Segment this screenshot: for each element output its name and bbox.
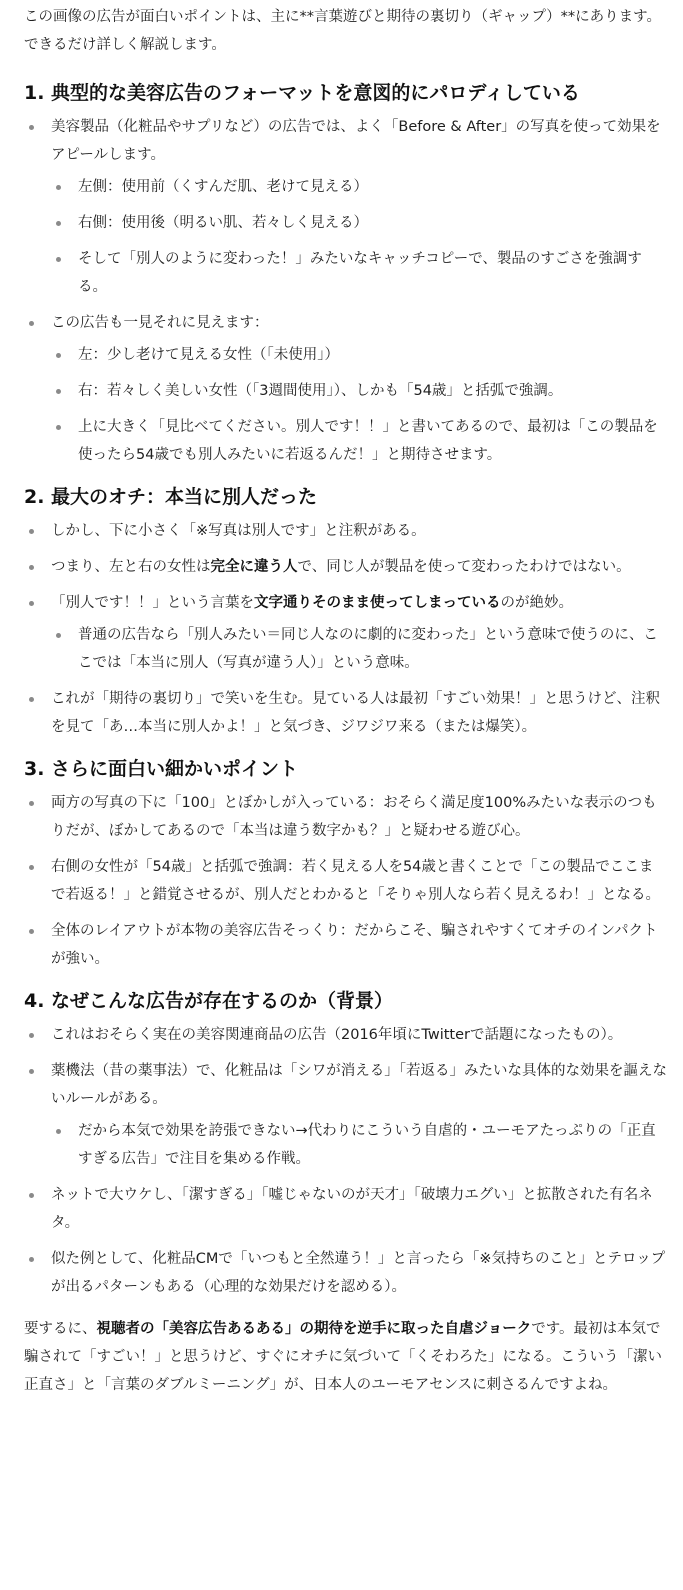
list-item: ネットで大ウケし、「潔すぎる」「嘘じゃないのが天才」「破壊力エグい」と拡散された有名ネタ。 xyxy=(24,1181,667,1237)
section-2-heading: 2. 最大のオチ：本当に別人だった xyxy=(24,486,318,508)
sub-list-item: そして「別人のように変わった！」みたいなキャッチコピーで、製品のすごさを強調する。 xyxy=(51,245,667,301)
sub-list-item: 右側：使用後（明るい肌、若々しく見える） xyxy=(51,209,667,237)
list-item: これが「期待の裏切り」で笑いを生む。見ている人は最初「すごい効果！」と思うけど、注釈を見て「あ…本当に別人かよ！」と気づき、ジワジワ来る（または爆笑）。 xyxy=(24,685,667,741)
bold-text: 視聴者の「美容広告あるある」の期待を逆手に取った自虐ジョーク xyxy=(96,1321,532,1337)
list-item: 薬機法（昔の薬事法）で、化粧品は「シワが消える」「若返る」みたいな具体的な効果を謳えないルールがある。 だから本気で効果を誇張できない→代わりにこういう自虐的・ユーモアたっぷりの「正直すぎる広告」で注目を集める作戦。 xyxy=(24,1057,667,1173)
sub-list-item: 普通の広告なら「別人みたい＝同じ人なのに劇的に変わった」という意味で使うのに、ここでは「本当に別人（写真が違う人）」という意味。 xyxy=(51,621,667,677)
sub-list-item: だから本気で効果を誇張できない→代わりにこういう自虐的・ユーモアたっぷりの「正直すぎる広告」で注目を集める作戦。 xyxy=(51,1117,667,1173)
bold-text: 文字通りそのまま使ってしまっている xyxy=(254,595,501,611)
section-1-heading: 1. 典型的な美容広告のフォーマットを意図的にパロディしている xyxy=(24,82,580,104)
section-1 xyxy=(24,77,667,469)
summary-paragraph: 要するに、視聴者の「美容広告あるある」の期待を逆手に取った自虐ジョークです。最初は本気で騙されて「すごい！」と思うけど、すぐにオチに気づいて「くそわろた」になる。こういう「潔い正直さ」と「言葉のダブルミーニング」が、日本人のユーモアセンスに刺さるんですよね。 xyxy=(24,1321,662,1393)
section-3 xyxy=(24,753,667,973)
sub-list xyxy=(51,1117,667,1173)
section-4 xyxy=(24,985,667,1301)
section-2-list xyxy=(24,517,667,741)
list-item: つまり、左と右の女性は完全に違う人で、同じ人が製品を使って変わったわけではない。 xyxy=(24,553,667,581)
list-item: 「別人です！！」という言葉を文字通りそのまま使ってしまっているのが絶妙。 普通の広告なら「別人みたい＝同じ人なのに劇的に変わった」という意味で使うのに、ここでは「本当に別人（写真が違う人）」という意味。 xyxy=(24,589,667,677)
sub-list xyxy=(51,341,667,469)
sub-list-item: 右：若々しく美しい女性（「3週間使用」）、しかも「54歳」と括弧で強調。 xyxy=(51,377,667,405)
sub-list-item: 左側：使用前（くすんだ肌、老けて見える） xyxy=(51,173,667,201)
section-3-heading: 3. さらに面白い細かいポイント xyxy=(24,758,299,780)
section-3-list xyxy=(24,789,667,973)
sub-list-item: 左：少し老けて見える女性（「未使用」） xyxy=(51,341,667,369)
list-item: これはおそらく実在の美容関連商品の広告（2016年頃にTwitterで話題になったもの）。 xyxy=(24,1021,667,1049)
section-4-heading: 4. なぜこんな広告が存在するのか（背景） xyxy=(24,990,394,1012)
list-item: 似た例として、化粧品CMで「いつもと全然違う！」と言ったら「※気持ちのこと」とテロップが出るパターンもある（心理的な効果だけを認める）。 xyxy=(24,1245,667,1301)
list-item: 美容製品（化粧品やサプリなど）の広告では、よく「Before & After」の写真を使って効果をアピールします。 左側：使用前（くすんだ肌、老けて見える） 右側：使用後（明るい肌、若々しく見える） そして「別人のように変わった！」みたいなキャッチコピーで、製品のすごさを強調する。 xyxy=(24,113,667,301)
list-item: 全体のレイアウトが本物の美容広告そっくり：だからこそ、騙されやすくてオチのインパクトが強い。 xyxy=(24,917,667,973)
list-item: 両方の写真の下に「100」とぼかしが入っている：おそらく満足度100%みたいな表示のつもりだが、ぼかしてあるので「本当は違う数字かも？」と疑わせる遊び心。 xyxy=(24,789,667,845)
list-item: しかし、下に小さく「※写真は別人です」と注釈がある。 xyxy=(24,517,667,545)
sub-list xyxy=(51,173,667,301)
section-2 xyxy=(24,481,667,741)
list-item: 右側の女性が「54歳」と括弧で強調：若く見える人を54歳と書くことで「この製品でここまで若返る！」と錯覚させるが、別人だとわかると「そりゃ別人なら若く見えるわ！」となる。 xyxy=(24,853,667,909)
sub-list-item: 上に大きく「見比べてください。別人です！！」と書いてあるので、最初は「この製品を使ったら54歳でも別人みたいに若返るんだ！」と期待させます。 xyxy=(51,413,667,469)
sub-list xyxy=(51,621,667,677)
section-1-list xyxy=(24,113,667,469)
bold-text: 完全に違う人 xyxy=(210,559,298,575)
section-4-list xyxy=(24,1021,667,1301)
intro-paragraph: この画像の広告が面白いポイントは、主に**言葉遊びと期待の裏切り（ギャップ）**にあります。できるだけ詳しく解説します。 xyxy=(24,9,661,53)
list-item: この広告も一見それに見えます： 左：少し老けて見える女性（「未使用」） 右：若々しく美しい女性（「3週間使用」）、しかも「54歳」と括弧で強調。 上に大きく「見比べてください。別人です！！」と書いてあるので、最初は「この製品を使ったら54歳でも別人みたいに若返るんだ！」と期待させます。 xyxy=(24,309,667,469)
